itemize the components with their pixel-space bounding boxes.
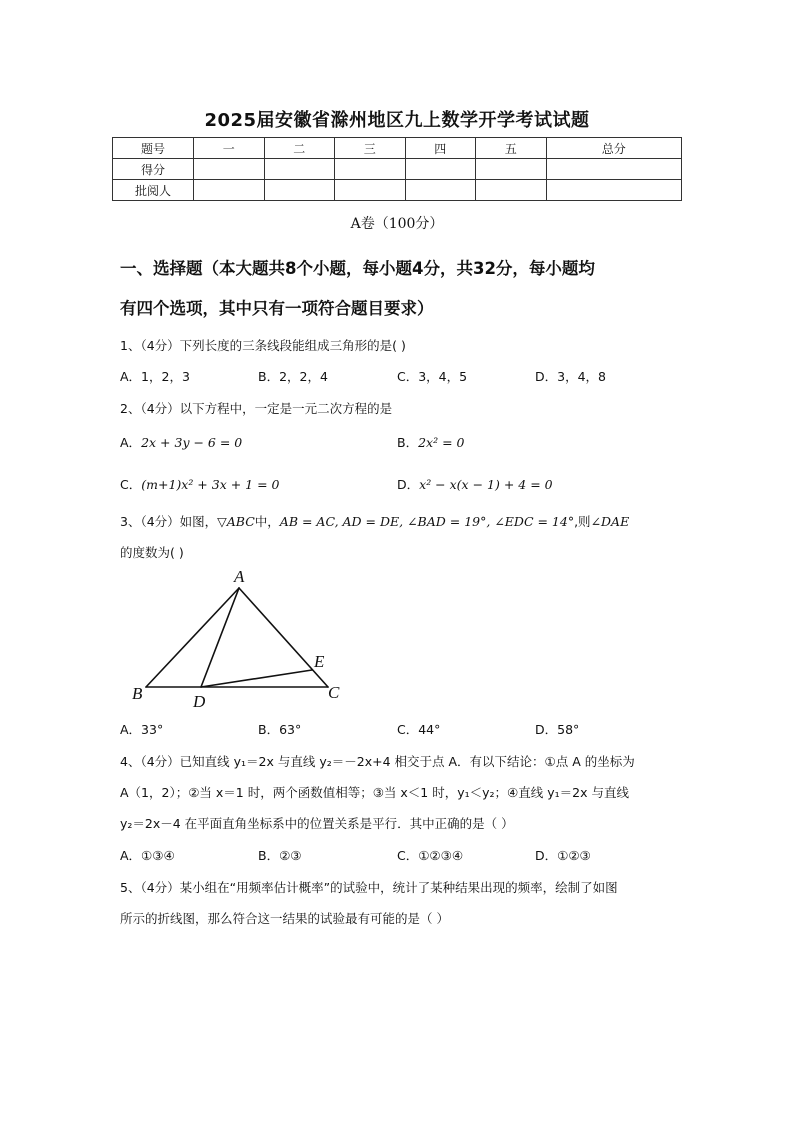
q3-stem-line2: 的度数为( ) — [120, 545, 184, 560]
q3-option-d: D．58° — [535, 722, 580, 737]
grader-cell — [335, 180, 406, 201]
section-heading-line2: 有四个选项，其中只有一项符合题目要求） — [120, 299, 434, 318]
score-cell — [264, 159, 335, 180]
q4-option-a: A．①③④ — [120, 848, 175, 863]
grader-cell — [476, 180, 547, 201]
q4-line1: 4、（4分）已知直线 y₁＝2x 与直线 y₂＝－2x+4 相交于点 A．有以下结论：①点 A 的坐标为 — [120, 754, 635, 769]
q2-option-a — [120, 433, 242, 451]
grader-cell — [194, 180, 265, 201]
score-table — [112, 137, 682, 201]
option-label: D． — [397, 477, 420, 492]
q3-triangle: ▽ABC — [217, 514, 255, 529]
score-cell — [335, 159, 406, 180]
section-heading-line1: 一、选择题（本大题共8个小题，每小题4分，共32分，每小题均 — [120, 259, 595, 278]
option-expression: 2x² = 0 — [418, 435, 465, 450]
segment-de — [201, 670, 312, 687]
q3-stem-then: ,则 — [574, 514, 591, 529]
header-cell: 总分 — [546, 138, 682, 159]
q3-option-c: C．44° — [397, 722, 441, 737]
segment-ad — [201, 588, 239, 687]
q4-option-b: B．②③ — [258, 848, 302, 863]
vertex-label-e: E — [314, 652, 325, 671]
grader-cell — [405, 180, 476, 201]
vertex-label-a: A — [234, 567, 245, 586]
paper-label: A卷（100分） — [350, 216, 444, 232]
q5-line2: 所示的折线图，那么符合这一结果的试验最有可能的是（ ） — [120, 911, 449, 926]
q5-line1: 5、（4分）某小组在“用频率估计概率”的试验中，统计了某种结果出现的频率，绘制了如图 — [120, 880, 618, 895]
score-cell — [405, 159, 476, 180]
vertex-label-c: C — [328, 683, 340, 702]
option-label: B． — [397, 435, 419, 450]
q1-option-d: D．3，4，8 — [535, 369, 606, 384]
q2-option-b — [397, 433, 464, 451]
q1-option-b: B．2，2，4 — [258, 369, 328, 384]
option-expression: 2x + 3y − 6 = 0 — [141, 435, 243, 450]
q1-option-a: A．1，2，3 — [120, 369, 190, 384]
q3-stem — [120, 512, 629, 530]
score-row — [113, 159, 682, 180]
vertex-label-b: B — [132, 684, 143, 703]
q3-stem-mid: 中， — [254, 514, 280, 529]
row-label: 批阅人 — [113, 180, 194, 201]
q3-option-a: A．33° — [120, 722, 164, 737]
q3-stem-prefix: 3、（4分）如图， — [120, 514, 218, 529]
grader-cell — [264, 180, 335, 201]
header-cell: 三 — [335, 138, 406, 159]
option-label: A． — [120, 435, 142, 450]
exam-title: 2025届安徽省滁州地区九上数学开学考试试题 — [204, 110, 590, 131]
header-cell: 题号 — [113, 138, 194, 159]
q3-conditions: AB = AC, AD = DE, ∠BAD = 19°, ∠EDC = 14° — [279, 514, 575, 529]
q3-option-b: B．63° — [258, 722, 302, 737]
q2-stem: 2、（4分）以下方程中，一定是一元二次方程的是 — [120, 401, 393, 416]
q1-stem: 1、（4分）下列长度的三条线段能组成三角形的是( ) — [120, 338, 406, 353]
header-cell: 四 — [405, 138, 476, 159]
option-label: C． — [120, 477, 142, 492]
vertex-label-d: D — [193, 692, 206, 711]
segment-ab — [146, 588, 239, 687]
q2-option-c — [120, 475, 280, 493]
score-cell — [194, 159, 265, 180]
q4-line2: A（1，2）；②当 x＝1 时，两个函数值相等；③当 x＜1 时，y₁＜y₂；④直线 y₁＝2x 与直线 — [120, 785, 629, 800]
score-cell — [546, 159, 682, 180]
score-cell — [476, 159, 547, 180]
segment-ac — [239, 588, 328, 687]
q4-line3: y₂＝2x－4 在平面直角坐标系中的位置关系是平行．其中正确的是（ ） — [120, 816, 514, 831]
q3-target-angle: ∠DAE — [590, 514, 630, 529]
grader-row — [113, 180, 682, 201]
q1-option-c: C．3，4，5 — [397, 369, 468, 384]
header-cell: 二 — [264, 138, 335, 159]
option-expression: x² − x(x − 1) + 4 = 0 — [419, 477, 553, 492]
header-cell: 五 — [476, 138, 547, 159]
option-expression: (m+1)x² + 3x + 1 = 0 — [141, 477, 280, 492]
q2-option-d — [397, 475, 553, 493]
score-table-header-row — [113, 138, 682, 159]
row-label: 得分 — [113, 159, 194, 180]
q4-option-d: D．①②③ — [535, 848, 591, 863]
triangle-figure — [128, 566, 358, 714]
header-cell: 一 — [194, 138, 265, 159]
q4-option-c: C．①②③④ — [397, 848, 464, 863]
grader-cell — [546, 180, 682, 201]
